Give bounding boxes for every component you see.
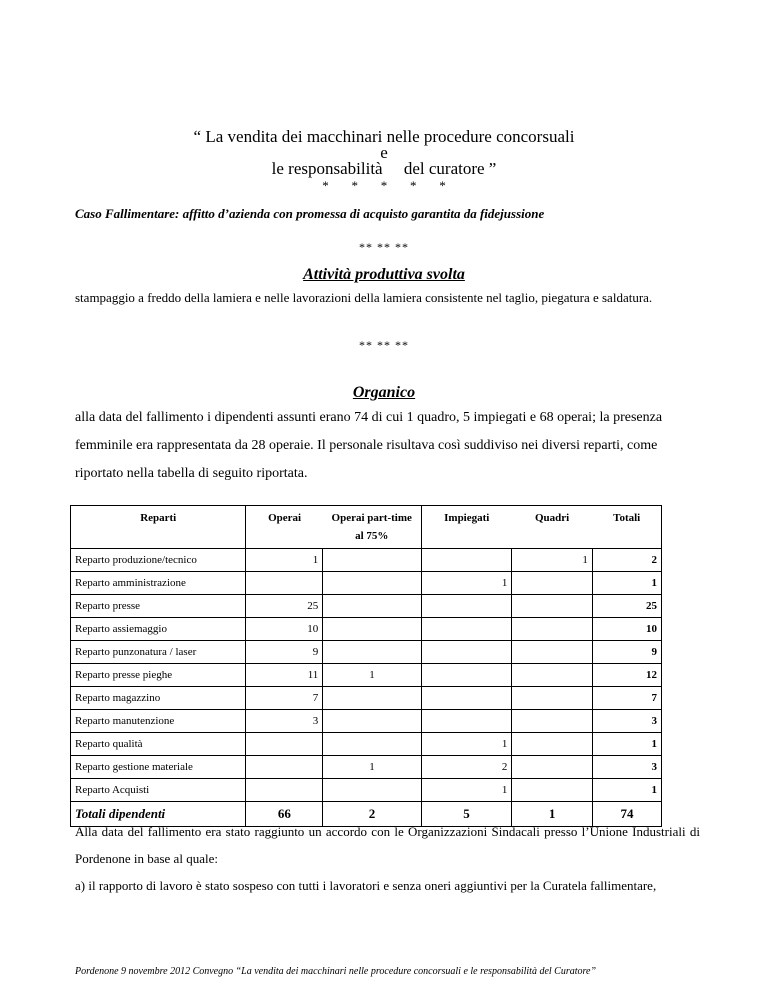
cell-reparto: Reparto produzione/tecnico (71, 549, 246, 572)
cell-operai: 10 (246, 618, 323, 641)
cell-reparto: Reparto presse (71, 595, 246, 618)
organico-heading: Organico (352, 384, 416, 401)
cell-part-time (323, 595, 421, 618)
cell-part-time (323, 687, 421, 710)
cell-operai: 7 (246, 687, 323, 710)
agreement-text: Alla data del fallimento era stato raggiunto un accordo con le Organizzazioni Sindacali presso l’Unione Industriali di Pordenone in base al quale: (75, 824, 700, 866)
cell-quadri (512, 618, 593, 641)
table-row (71, 687, 662, 710)
cell-impiegati (421, 710, 512, 733)
cell-part-time: 1 (323, 756, 421, 779)
table-row (71, 618, 662, 641)
total-impiegati: 5 (421, 802, 512, 827)
table-row (71, 756, 662, 779)
cell-reparto: Reparto amministrazione (71, 572, 246, 595)
cell-reparto: Reparto qualità (71, 733, 246, 756)
table-row (71, 779, 662, 802)
table-row (71, 664, 662, 687)
cell-totali: 10 (592, 618, 661, 641)
cell-operai: 25 (246, 595, 323, 618)
cell-part-time (323, 733, 421, 756)
separator-1: ** ** ** (359, 240, 409, 254)
cell-totali: 12 (592, 664, 661, 687)
total-quadri: 1 (512, 802, 593, 827)
total-totali: 74 (592, 802, 661, 827)
table-row (71, 595, 662, 618)
cell-quadri (512, 687, 593, 710)
cell-part-time (323, 618, 421, 641)
cell-totali: 2 (592, 549, 661, 572)
cell-quadri: 1 (512, 549, 593, 572)
document-title-line-3: le responsabilità del curatore ” (271, 159, 497, 178)
cell-reparto: Reparto Acquisti (71, 779, 246, 802)
cell-quadri (512, 595, 593, 618)
header-reparti: Reparti (71, 506, 246, 549)
cell-totali: 1 (592, 779, 661, 802)
cell-totali: 3 (592, 710, 661, 733)
cell-part-time (323, 641, 421, 664)
cell-part-time (323, 549, 421, 572)
cell-reparto: Reparto assiemaggio (71, 618, 246, 641)
cell-impiegati (421, 549, 512, 572)
cell-operai (246, 756, 323, 779)
cell-quadri (512, 779, 593, 802)
cell-quadri (512, 572, 593, 595)
cell-totali: 7 (592, 687, 661, 710)
header-impiegati: Impiegati (421, 506, 512, 549)
cell-totali: 1 (592, 733, 661, 756)
cell-totali: 3 (592, 756, 661, 779)
cell-impiegati (421, 595, 512, 618)
cell-operai (246, 733, 323, 756)
cell-operai (246, 572, 323, 595)
header-operai-part-time-label: Operai part-time (331, 512, 412, 524)
cell-quadri (512, 733, 593, 756)
cell-operai: 9 (246, 641, 323, 664)
cell-reparto: Reparto punzonatura / laser (71, 641, 246, 664)
cell-impiegati (421, 664, 512, 687)
cell-impiegati: 1 (421, 779, 512, 802)
cell-reparto: Reparto gestione materiale (71, 756, 246, 779)
cell-impiegati (421, 687, 512, 710)
table-row (71, 710, 662, 733)
cell-part-time: 1 (323, 664, 421, 687)
organico-table (70, 505, 662, 827)
attivita-text: stampaggio a freddo della lamiera e nelle lavorazioni della lamiera consistente nel taglio, piegatura e saldatura. (75, 290, 653, 305)
cell-impiegati (421, 641, 512, 664)
cell-quadri (512, 664, 593, 687)
cell-part-time (323, 572, 421, 595)
header-quadri: Quadri (512, 506, 593, 549)
cell-operai: 11 (246, 664, 323, 687)
header-totali: Totali (592, 506, 661, 549)
table-header-row (71, 506, 662, 549)
cell-impiegati: 1 (421, 572, 512, 595)
header-operai: Operai (246, 506, 323, 549)
cell-operai (246, 779, 323, 802)
table-row (71, 549, 662, 572)
cell-impiegati: 2 (421, 756, 512, 779)
case-heading: Caso Fallimentare: affitto d’azienda con promessa di acquisto garantita da fidejussione (75, 206, 545, 221)
cell-quadri (512, 641, 593, 664)
agreement-point-a: a) il rapporto di lavoro è stato sospeso con tutti i lavoratori e senza oneri aggiuntivi per la Curatela fallimentare, (75, 878, 657, 893)
cell-quadri (512, 756, 593, 779)
organico-text: alla data del fallimento i dipendenti assunti erano 74 di cui 1 quadro, 5 impiegati e 68 operai; la presenza femminile era rappresentata da 28 operaie. Il personale risultava così suddiviso nei diversi reparti, come riportato nella tabella di seguito riportata. (75, 410, 663, 481)
cell-reparto: Reparto presse pieghe (71, 664, 246, 687)
cell-operai: 3 (246, 710, 323, 733)
table-row (71, 641, 662, 664)
document-title-line-1: “ La vendita dei macchinari nelle procedure concorsuali (193, 127, 575, 146)
table-row (71, 733, 662, 756)
stars-divider: * * * * * (322, 178, 446, 193)
cell-impiegati: 1 (421, 733, 512, 756)
cell-reparto: Reparto magazzino (71, 687, 246, 710)
table-row (71, 572, 662, 595)
total-part-time: 2 (323, 802, 421, 827)
header-operai-part-time (323, 506, 421, 549)
cell-operai: 1 (246, 549, 323, 572)
cell-totali: 25 (592, 595, 661, 618)
cell-part-time (323, 710, 421, 733)
cell-impiegati (421, 618, 512, 641)
header-part-time-percentage: al 75% (355, 530, 389, 542)
cell-part-time (323, 779, 421, 802)
cell-quadri (512, 710, 593, 733)
total-operai: 66 (246, 802, 323, 827)
page-footer: Pordenone 9 novembre 2012 Convegno “La vendita dei macchinari nelle procedure concorsuali e le responsabilità del Curatore” (75, 966, 597, 977)
document-title-line-2: e (380, 143, 388, 162)
total-label: Totali dipendenti (71, 802, 246, 827)
cell-reparto: Reparto manutenzione (71, 710, 246, 733)
attivita-heading: Attività produttiva svolta (303, 266, 465, 283)
cell-totali: 9 (592, 641, 661, 664)
separator-2: ** ** ** (359, 338, 409, 352)
cell-totali: 1 (592, 572, 661, 595)
